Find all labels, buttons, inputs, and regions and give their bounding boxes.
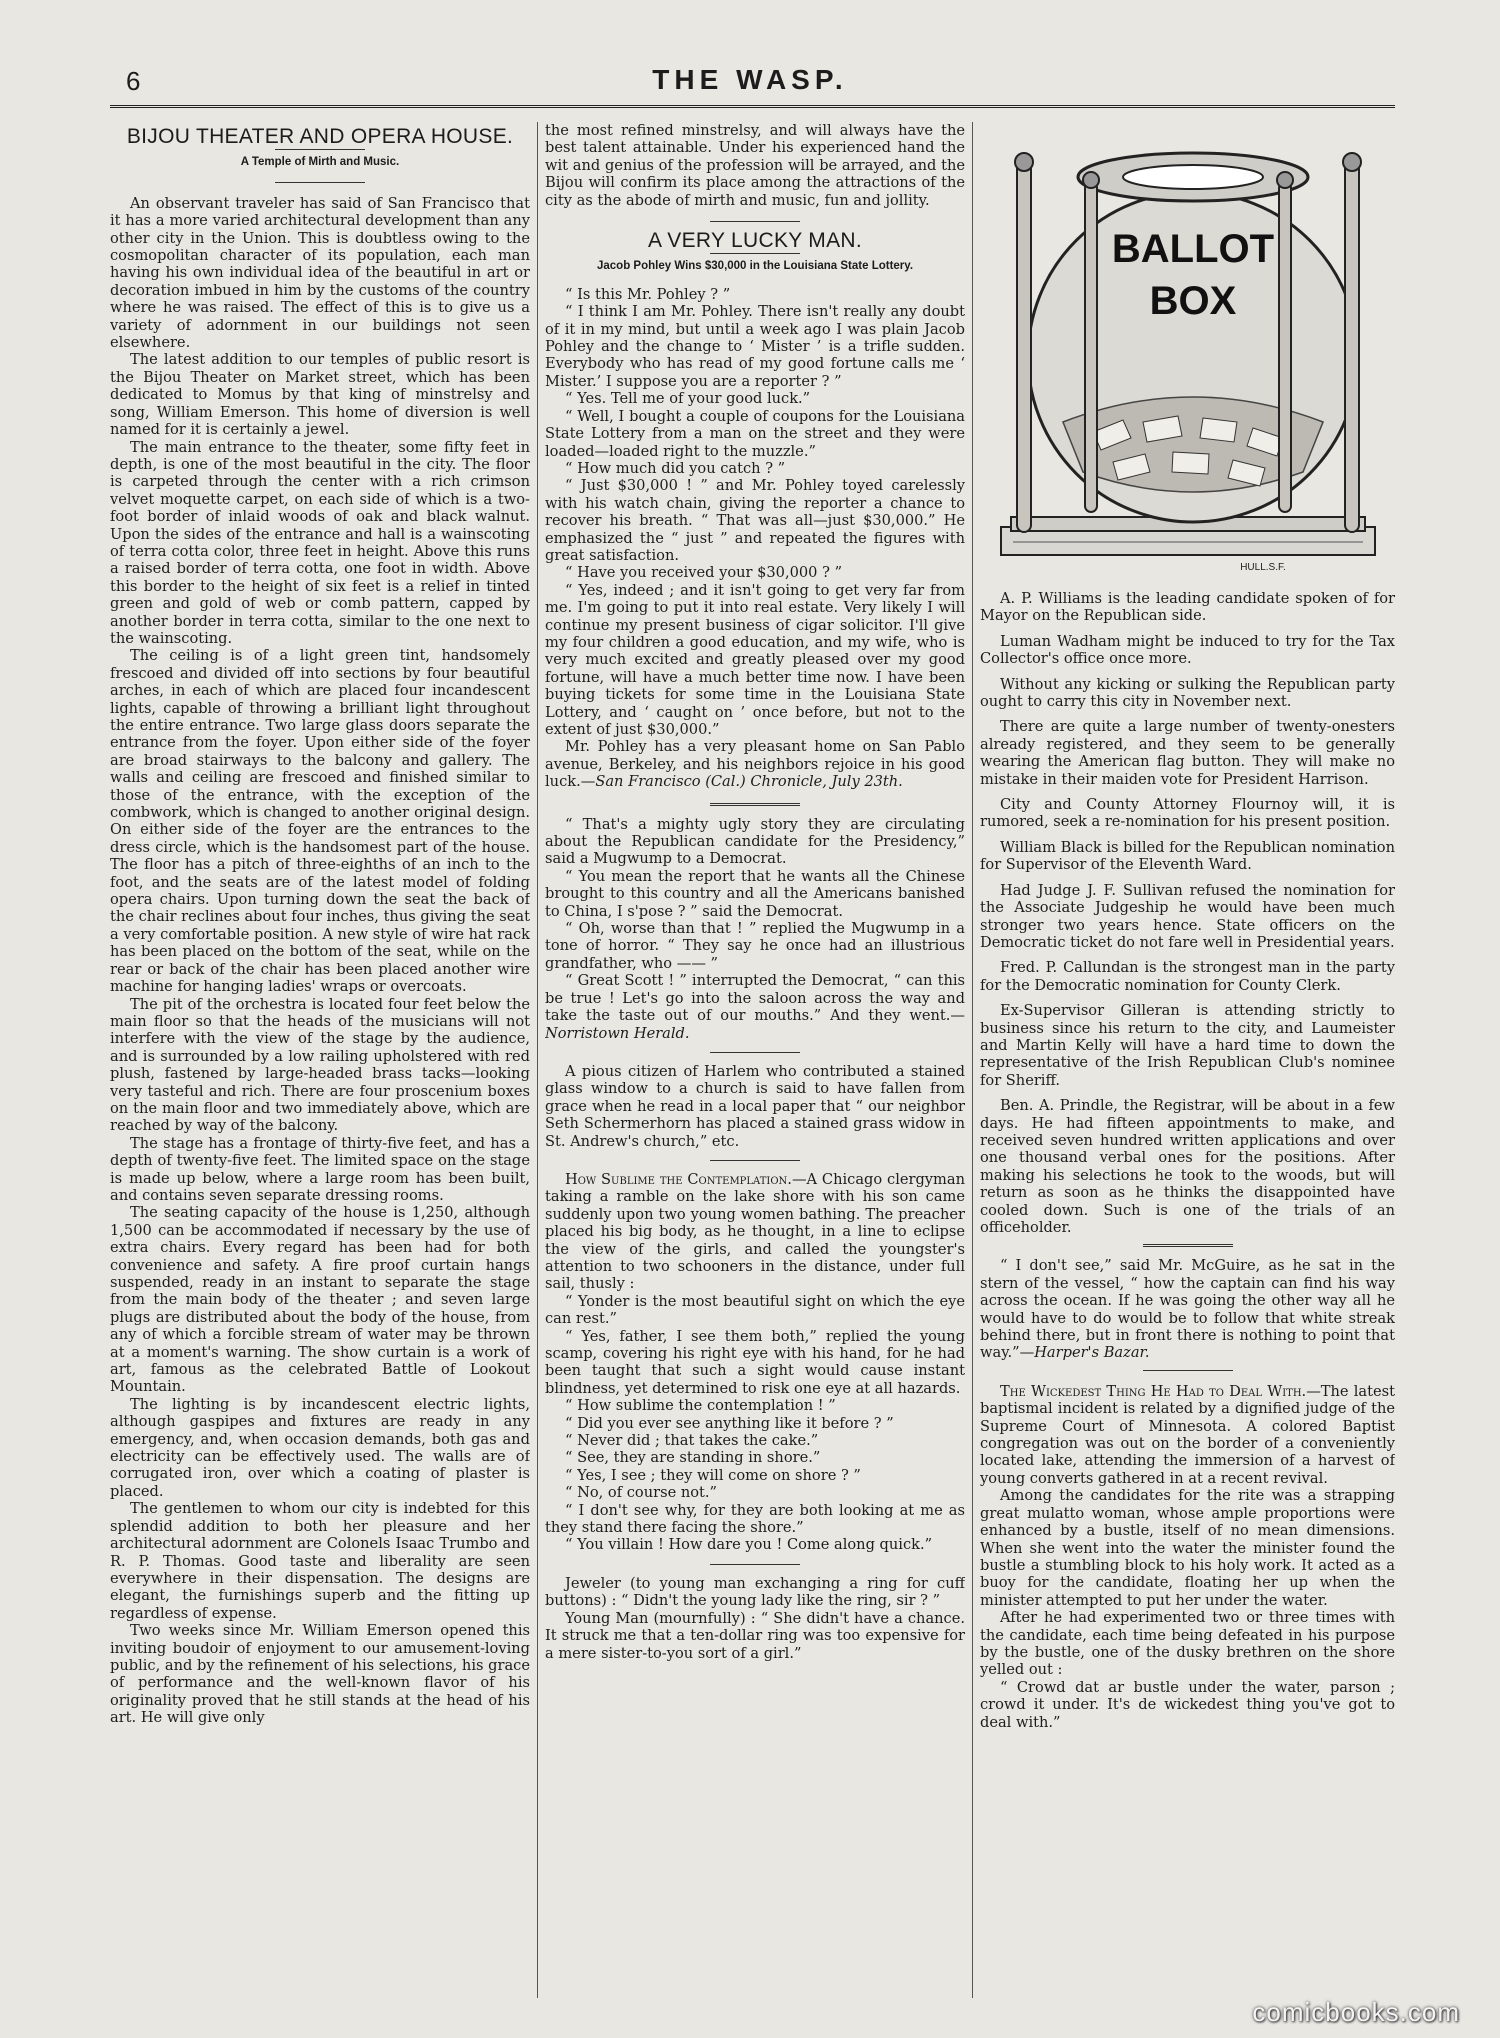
- divider: [710, 253, 800, 254]
- paragraph: [980, 1383, 1395, 1487]
- paragraph: [545, 1171, 965, 1293]
- paragraph: “ Well, I bought a couple of coupons for the Louisiana State Lottery from a man on the street and they were loaded—loaded right to the muzzle.”: [545, 407, 965, 460]
- paragraph: “ Never did ; that takes the cake.”: [565, 1432, 819, 1450]
- paragraph: The seating capacity of the house is 1,250, although 1,500 can be accommodated if necessary by the use of extra chairs. Every regard has been had for both convenience and safety. A fire proof curtain hangs suspended, ready in an instant to separate the stage from the main body of the theater ; and seven large plugs are distributed about the body of the house, from any of which a forcible stream of water may be thrown at a moment's warning. The show curtain is a work of art, famous as the celebrated Battle of Lookout Mountain.: [110, 1204, 530, 1396]
- paragraph: “ Yes, father, I see them both,” replied the young scamp, covering his right eye with his hand, for he had been taught that such a sight would cause instant blindness, yet determined to risk one eye at all hazards.: [545, 1327, 965, 1397]
- paragraph: Had Judge J. F. Sullivan refused the nomination for the Associate Judgeship he would have been much stronger two years hence. State officers on the Democratic ticket do not fare well in Presidential years.: [980, 881, 1395, 951]
- paragraph: “ You villain ! How dare you ! Come along quick.”: [565, 1536, 933, 1554]
- paragraph: Young Man (mournfully) : “ She didn't have a chance. It struck me that a ten-dollar ring was too expensive for a mere sister-to-you sort of a girl.”: [545, 1609, 965, 1662]
- paragraph: A pious citizen of Harlem who contributed a stained glass window to a church is said to have fallen from grace when he read in a local paper that “ our neighbor Seth Schermerhorn has placed a stained grass widow in St. Andrew's church,” etc.: [545, 1062, 965, 1150]
- paragraph: “ You mean the report that he wants all the Chinese brought to this country and all the Americans banished to China, I s'pose ? ” said the Democrat.: [545, 867, 965, 920]
- paragraph: A. P. Williams is the leading candidate spoken of for Mayor on the Republican side.: [980, 590, 1395, 625]
- paragraph: Jeweler (to young man exchanging a ring for cuff buttons) : “ Didn't the young lady like the ring, sir ? ”: [545, 1574, 965, 1610]
- divider: [275, 149, 365, 150]
- item-heading: The Wickedest Thing He Had to Deal With.: [1000, 1382, 1307, 1400]
- paragraph-text: —The latest baptismal incident is related by a dignified judge of the Supreme Court of Minnesota. A colored Baptist congregation was out on the border of a conveniently located lake, attending the immersion of a harvest of young converts gathered in at a recent revival.: [980, 1382, 1395, 1487]
- paragraph: “ Just $30,000 ! ” and Mr. Pohley toyed carelessly with his watch chain, giving the reporter a chance to recover his breath. “ That was all—just $30,000.” He emphasized the “ just ” and repeated the figures with great satisfaction.: [545, 477, 965, 564]
- paragraph: [545, 972, 965, 1042]
- paragraph: William Black is billed for the Republican nomination for Supervisor of the Eleventh Ward.: [980, 838, 1395, 874]
- paragraph: The main entrance to the theater, some fifty feet in depth, is one of the most beautiful in the city. The floor is carpeted through the center with a rich crimson velvet moquette carpet, on each side of which is a two-foot border of inlaid woods of oak and black walnut. Upon the sides of the entrance and hall is a wainscoting of terra cotta color, three feet in height. Above this runs a raised border of terra cotta, one foot in width. Above this border to the height of six feet is a relief in tinted green and gold of web or comb pattern, capped by another border in terra cotta, similar to the one next to the wainscoting.: [110, 438, 530, 647]
- divider: [1143, 1244, 1233, 1247]
- divider: [710, 221, 800, 222]
- paragraph: “ Oh, worse than that ! ” replied the Mugwump in a tone of horror. “ They say he once had an illustrious grandfather, who —— ”: [545, 920, 965, 972]
- ballot-box-illustration: [993, 122, 1383, 582]
- divider: [275, 182, 365, 183]
- column-2: [545, 122, 965, 2013]
- paragraph: Fred. P. Callundan is the strongest man in the party for the Democratic nomination for County Clerk.: [980, 959, 1395, 994]
- paragraph: Without any kicking or sulking the Republican party ought to carry this city in November next.: [980, 675, 1395, 711]
- paragraph: An observant traveler has said of San Francisco that it has a more varied architectural development than any other city in the Union. This is doubtless owing to the cosmopolitan character of its population, each man having his own individual idea of the beautiful in art or decoration imbued in him by the customs of the country where he was raised. The effect of this is to give us a variety of adornment in our buildings not seen elsewhere.: [110, 194, 530, 352]
- divider: [710, 1564, 800, 1565]
- paragraph: “ Yes, indeed ; and it isn't going to get very far from me. I'm going to put it into real estate. Very likely I will continue my present business of cigar solicitor. I'll give my four children a good education, and my wife, who is very much excited and greatly pleased over my good fortune, will have a much better time now. I have been buying tickets for some time in the Louisiana State Lottery, and ‘ caught on ’ once before, but not to the extent of just $30,000.”: [545, 581, 965, 738]
- source-citation: Norristown Herald.: [545, 1024, 690, 1042]
- item-heading: How Sublime the Contemplation.: [565, 1170, 792, 1188]
- paragraph: Two weeks since Mr. William Emerson opened this inviting boudoir of enjoyment to our amusement-loving public, and by the refinement of his selections, his grace of performance and the well-known flavor of his originality proved that he still stands at the head of his art. He will give only: [110, 1622, 530, 1727]
- divider: [1143, 1370, 1233, 1371]
- paragraph: “ Is this Mr. Pohley ? ”: [565, 285, 731, 303]
- column-divider: [972, 122, 973, 1998]
- paragraph: Luman Wadham might be induced to try for the Tax Collector's office once more.: [980, 632, 1395, 668]
- paragraph: “ Yes, I see ; they will come on shore ? ”: [565, 1466, 861, 1484]
- paragraph: “ I think I am Mr. Pohley. There isn't really any doubt of it in my mind, but until a week ago I was plain Jacob Pohley and the change to ‘ Mister ’ is a trifle sudden. Everybody who has read of my good fortune calls me ‘ Mister.’ I suppose you are a reporter ? ”: [545, 303, 965, 390]
- article-title: A VERY LUCKY MAN.: [647, 229, 863, 253]
- paragraph: The stage has a frontage of thirty-five feet, and has a depth of twenty-five feet. The limited space on the stage is made up below, where a large room has been built, and contains seven separate dressing rooms.: [110, 1134, 530, 1204]
- column-divider: [537, 122, 538, 1998]
- paragraph: The pit of the orchestra is located four feet below the main floor so that the heads of the musicians will not interfere with the view of the stage by the audience, and is surrounded by a low railing upholstered with red plush, fastened by large-headed brass tacks—looking very tasteful and rich. There are four proscenium boxes on the main floor and two immediately above, which are reached by way of the balcony.: [110, 995, 530, 1135]
- paragraph: The gentlemen to whom our city is indebted for this splendid addition to both her pleasure and her architectural adornment are Colonels Isaac Trumbo and R. P. Thomas. Good taste and liberality are seen everywhere in their dispensation. The designs are elegant, the furnishings superb and the fitting up regardless of expense.: [110, 1500, 530, 1622]
- masthead-title: THE WASP.: [652, 64, 848, 95]
- ballot-box-drawing: [993, 122, 1383, 582]
- paragraph-text: “ Great Scott ! ” interrupted the Democrat, “ can this be true ! Let's go into the saloon across the way and take the taste out of our mouths.” And they went.—: [545, 972, 965, 1025]
- paragraph: Ex-Supervisor Gilleran is attending strictly to business since his return to the city, and Laumeister and Martin Kelly will have a hard time to down the representative of the Irish Republican Club's nominee for Sheriff.: [980, 1002, 1395, 1089]
- box-label: BOX: [1149, 279, 1236, 323]
- paragraph: the most refined minstrelsy, and will always have the best talent attainable. Under his experienced hand the wit and genius of the profession will be arrayed, and the Bijou will confirm its place among the attractions of the city as the abode of mirth and music, fun and jollity.: [545, 122, 965, 209]
- watermark: comicbooks.com: [1252, 1997, 1460, 2027]
- paragraph: [545, 738, 965, 790]
- column-3: [980, 122, 1395, 2013]
- column-1: [110, 122, 530, 2013]
- paragraph: After he had experimented two or three times with the candidate, each time being defeated in his purpose by the bustle, one of the dusky brethren on the shore yelled out :: [980, 1609, 1395, 1679]
- paragraph: “ No, of course not.”: [565, 1484, 718, 1502]
- ballot-label: BALLOT: [1111, 227, 1274, 271]
- paragraph: “ Yonder is the most beautiful sight on which the eye can rest.”: [545, 1292, 965, 1328]
- paragraph-text: Mr. Pohley has a very pleasant home on San Pablo avenue, Berkeley, and his neighbors rejoice in his good luck.—: [545, 738, 965, 791]
- divider: [710, 1160, 800, 1161]
- paragraph: “ See, they are standing in shore.”: [565, 1449, 821, 1467]
- article-subtitle: A Temple of Mirth and Music.: [240, 156, 400, 169]
- paragraph: “ How much did you catch ? ”: [565, 459, 786, 477]
- source-citation: San Francisco (Cal.) Chronicle, July 23th.: [595, 773, 903, 791]
- paragraph: [980, 1257, 1395, 1361]
- paragraph: “ How sublime the contemplation ! ”: [565, 1397, 836, 1415]
- paragraph: “ That's a mighty ugly story they are circulating about the Republican candidate for the Presidency,” said a Mugwump to a Democrat.: [545, 815, 965, 868]
- article-title: BIJOU THEATER AND OPERA HOUSE.: [126, 125, 514, 148]
- paragraph: The latest addition to our temples of public resort is the Bijou Theater on Market street, which has been dedicated to Momus by that king of minstrelsy and song, William Emerson. This home of diversion is well named for it is certainly a jewel.: [110, 351, 530, 439]
- paragraph-text: —A Chicago clergyman taking a ramble on the lake shore with his son came suddenly upon two young women bathing. The preacher placed his big body, as he thought, in a line to eclipse the view of the girls, and called the youngster's attention to two schooners in the distance, under full sail, thusly :: [545, 1170, 965, 1293]
- paragraph: “ Yes. Tell me of your good luck.”: [565, 390, 811, 408]
- paragraph: “ Did you ever see anything like it before ? ”: [565, 1414, 894, 1432]
- divider: [710, 803, 800, 806]
- paragraph: City and County Attorney Flournoy will, it is rumored, seek a re-nomination for his present position.: [980, 796, 1395, 831]
- paragraph: “ I don't see why, for they are both looking at me as they stand there facing the shore.”: [545, 1501, 965, 1537]
- paragraph: “ Have you received your $30,000 ? ”: [565, 564, 843, 582]
- divider: [710, 1052, 800, 1053]
- source-citation: Harper's Bazar.: [1034, 1344, 1150, 1362]
- paragraph: The ceiling is of a light green tint, handsomely frescoed and divided off into sections by four beautiful arches, in each of which are placed four incandescent lights, capable of throwing a brilliant light throughout the entire entrance. Two large glass doors separate the entrance from the foyer. Upon either side of the foyer are broad stairways to the balcony and gallery. The walls and ceiling are frescoed and finished similar to those of the entrance, with the exception of the combwork, which is changed to another original design. On either side of the foyer are the entrances to the dress circle, which is the handsomest part of the house. The floor has a pitch of three-eighths of an inch to the foot, and the seats are of the latest model of folding opera chairs. Upon turning down the seat the back of the chair reclines about four inches, thus giving the seat a very comfortable position. A new style of wire hat rack has been placed on the bottom of the seat, while on the rear or back of the chair has been placed another wire machine for hanging ladies' wraps or overcoats.: [110, 647, 530, 996]
- paragraph: Among the candidates for the rite was a strapping great mulatto woman, whose ample proportions were enhanced by a bustle, itself of no mean dimensions. When she went into the water the minister found the bustle a stumbling block to his holy work. It acted as a buoy for the candidate, floating her up when the minister attempted to put her under the water.: [980, 1487, 1395, 1609]
- page-number: 6: [126, 66, 141, 96]
- artist-signature: HULL.S.F.: [1239, 562, 1286, 573]
- paragraph: Ben. A. Prindle, the Registrar, will be about in a few days. He had fifteen appointments to make, and received seven hundred written applications and over one thousand verbal ones for the positions. After making his selections he took to the woods, but will return as soon as he thinks the disappointed have cooled down. Such is one of the trials of an officeholder.: [980, 1097, 1395, 1236]
- paragraph: The lighting is by incandescent electric lights, although gaspipes and fixtures are ready in any emergency, and, when occasion demands, both gas and electricity can be effectively used. The walls are of corrugated iron, over which a coating of plaster is placed.: [110, 1395, 530, 1500]
- paragraph-text: “ I don't see,” said Mr. McGuire, as he sat in the stern of the vessel, “ how the captain can find his way across the ocean. If he was going the other way all he would have to do would be to follow that white streak behind there, but in front there is nothing to point that way.”—: [980, 1257, 1395, 1362]
- paragraph: There are quite a large number of twenty-onesters already registered, and they seem to be generally wearing the American flag button. They will make no mistake in their maiden vote for President Harrison.: [980, 718, 1395, 788]
- paragraph: “ Crowd dat ar bustle under the water, parson ; crowd it under. It's de wickedest thing you've got to deal with.”: [980, 1678, 1395, 1731]
- article-subtitle: Jacob Pohley Wins $30,000 in the Louisiana State Lottery.: [596, 260, 914, 273]
- header-rule: [110, 105, 1395, 108]
